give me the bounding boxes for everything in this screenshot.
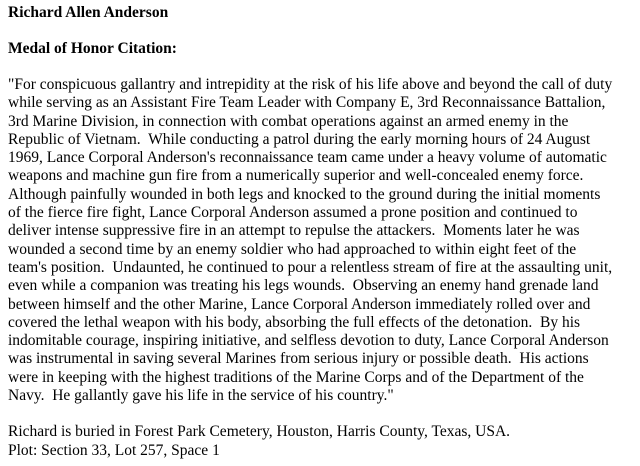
burial-location: Richard is buried in Forest Park Cemetery, Houston, Harris County, Texas, USA. <box>8 423 511 441</box>
burial-info <box>8 423 636 460</box>
citation-text <box>8 76 636 405</box>
citation-line: deliver intense suppressive fire in an attempt to repulse the attackers. Moments later he was <box>8 222 580 240</box>
citation-line: 3rd Marine Division, in connection with combat operations against an armed enemy in the <box>8 112 569 130</box>
citation-line: of the fierce fire fight, Lance Corporal Anderson assumed a prone position and continued to <box>8 204 578 222</box>
citation-line: indomitable courage, inspiring initiative, and selfless devotion to duty, Lance Corporal Anderson <box>8 332 609 350</box>
citation-line: were in keeping with the highest traditions of the Marine Corps and of the Department of the <box>8 368 584 386</box>
citation-line: while serving as an Assistant Fire Team Leader with Company E, 3rd Reconnaissance Battalion, <box>8 94 606 112</box>
document <box>8 4 636 460</box>
citation-line: was instrumental in saving several Marines from serious injury or possible death. His actions <box>8 350 589 368</box>
citation-line: Navy. He gallantly gave his life in the service of his country." <box>8 387 394 405</box>
citation-line: "For conspicuous gallantry and intrepidity at the risk of his life above and beyond the call of duty <box>8 76 613 93</box>
citation-line: 1969, Lance Corporal Anderson's reconnaissance team came under a heavy volume of automatic <box>8 149 607 167</box>
person-name: Richard Allen Anderson <box>8 4 169 21</box>
citation-line: team's position. Undaunted, he continued to pour a relentless stream of fire at the assaulting unit, <box>8 258 613 276</box>
citation-line: Republic of Vietnam. While conducting a patrol during the early morning hours of 24 August <box>8 130 591 148</box>
citation-line: covered the lethal weapon with his body, absorbing the full effects of the detonation. By his <box>8 313 581 331</box>
burial-plot: Plot: Section 33, Lot 257, Space 1 <box>8 441 220 459</box>
citation-heading: Medal of Honor Citation: <box>8 40 177 57</box>
citation-line: weapons and machine gun fire from a numerically superior and well-concealed enemy force. <box>8 167 584 185</box>
citation-line: between himself and the other Marine, Lance Corporal Anderson immediately rolled over and <box>8 295 591 313</box>
citation-line: even while a companion was treating his legs wounds. Observing an enemy hand grenade land <box>8 277 599 295</box>
citation-line: wounded a second time by an enemy soldier who had approached to within eight feet of the <box>8 240 577 258</box>
citation-line: Although painfully wounded in both legs and knocked to the ground during the initial moments <box>8 185 601 203</box>
